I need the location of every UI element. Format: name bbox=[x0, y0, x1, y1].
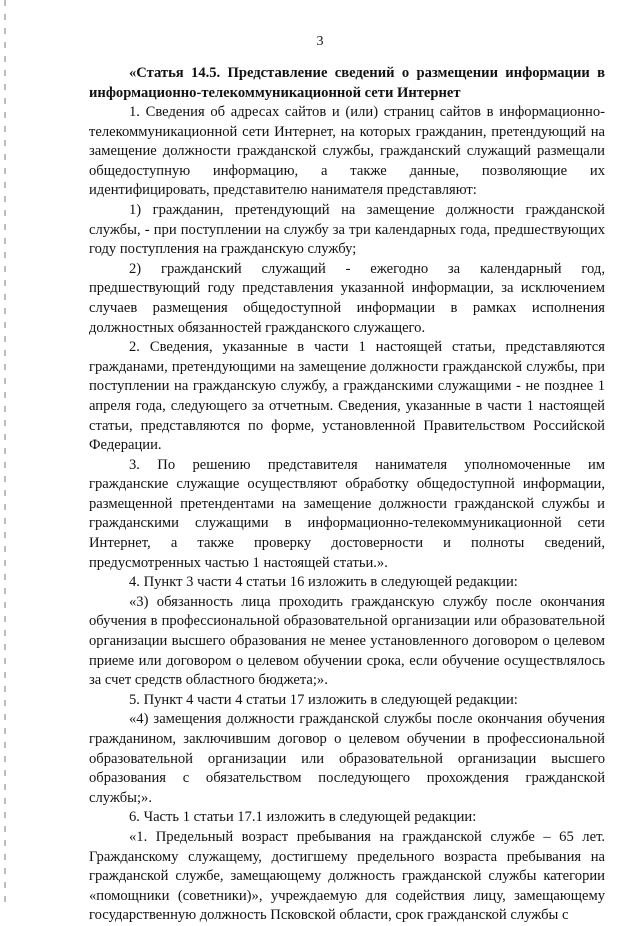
page-number: 3 bbox=[316, 34, 324, 49]
paragraph: 4. Пункт 3 части 4 статьи 16 изложить в следующей редакции: bbox=[129, 574, 518, 591]
paragraph: 2) гражданский служащий - ежегодно за календарный год, предшествующий году представления указанной информации, за исключением случаев размещения общедоступной информации в рамках исполнения должностных обязанностей гражданского служащего. bbox=[89, 260, 605, 336]
paragraph: «1. Предельный возраст пребывания на гражданской службе – 65 лет. Гражданскому служащему, достигшему предельного возраста пребывания на гражданской службе, замещающему должность гражданской службы категории «помощники (советники)», учреждаемую для содействия лицу, замещающему государственную должность Псковской области, срок гражданской службы с bbox=[89, 828, 605, 924]
paragraph: «4) замещения должности гражданской службы после окончания обучения гражданином, заключившим договор о целевом обучении в профессиональной образовательной организации или образовательной организации высшего образования с обязательством последующего прохождения гражданской службы;». bbox=[89, 711, 605, 806]
paragraph: 3. По решению представителя нанимателя уполномоченные им гражданские служащие осуществляют обработку общедоступной информации, размещенной претендентами на замещение должности гражданской службы и гражданскими служащими в информационно-телекоммуникационной сети Интернет, а также проверку достоверности и полноты сведений, предусмотренных частью 1 настоящей статьи.». bbox=[89, 456, 605, 571]
paragraph: 6. Часть 1 статьи 17.1 изложить в следующей редакции: bbox=[129, 809, 477, 826]
paragraph: 2. Сведения, указанные в части 1 настоящей статьи, представляются гражданами, претендующими на замещение должности гражданской службы, при поступлении на гражданскую службу, а гражданскими служащими - не позднее 1 апреля года, следующего за отчетным. Сведения, указанные в части 1 настоящей статьи, представляются по форме, установленной Правительством Российской Федерации. bbox=[89, 339, 605, 454]
paragraph: «3) обязанность лица проходить гражданскую службу после окончания обучения в профессиональной образовательной организации или образовательной организации высшего образования не менее установленного договором о целевом приеме или договором о целевом обучении срока, если обучение осуществлялось за счет средств областного бюджета;». bbox=[89, 593, 605, 689]
article-title: «Статья 14.5. Представление сведений о размещении информации в информационно-телекоммуникационной сети Интернет bbox=[89, 65, 605, 101]
scan-edge-decoration bbox=[4, 0, 6, 905]
paragraph: 1. Сведения об адресах сайтов и (или) страниц сайтов в информационно-телекоммуникационной сети Интернет, на которых гражданин, претендующий на замещение должности гражданской службы, гражданский служащий размещали общедоступную информацию, а также данные, позволяющие их идентифицировать, представителю нанимателя представляют: bbox=[89, 104, 605, 199]
paragraph: 5. Пункт 4 части 4 статьи 17 изложить в следующей редакции: bbox=[129, 691, 518, 708]
paragraph: 1) гражданин, претендующий на замещение должности гражданской службы, - при поступлении на службу за три календарных года, предшествующих году поступления на гражданскую службу; bbox=[89, 201, 605, 258]
document-body bbox=[89, 63, 605, 926]
